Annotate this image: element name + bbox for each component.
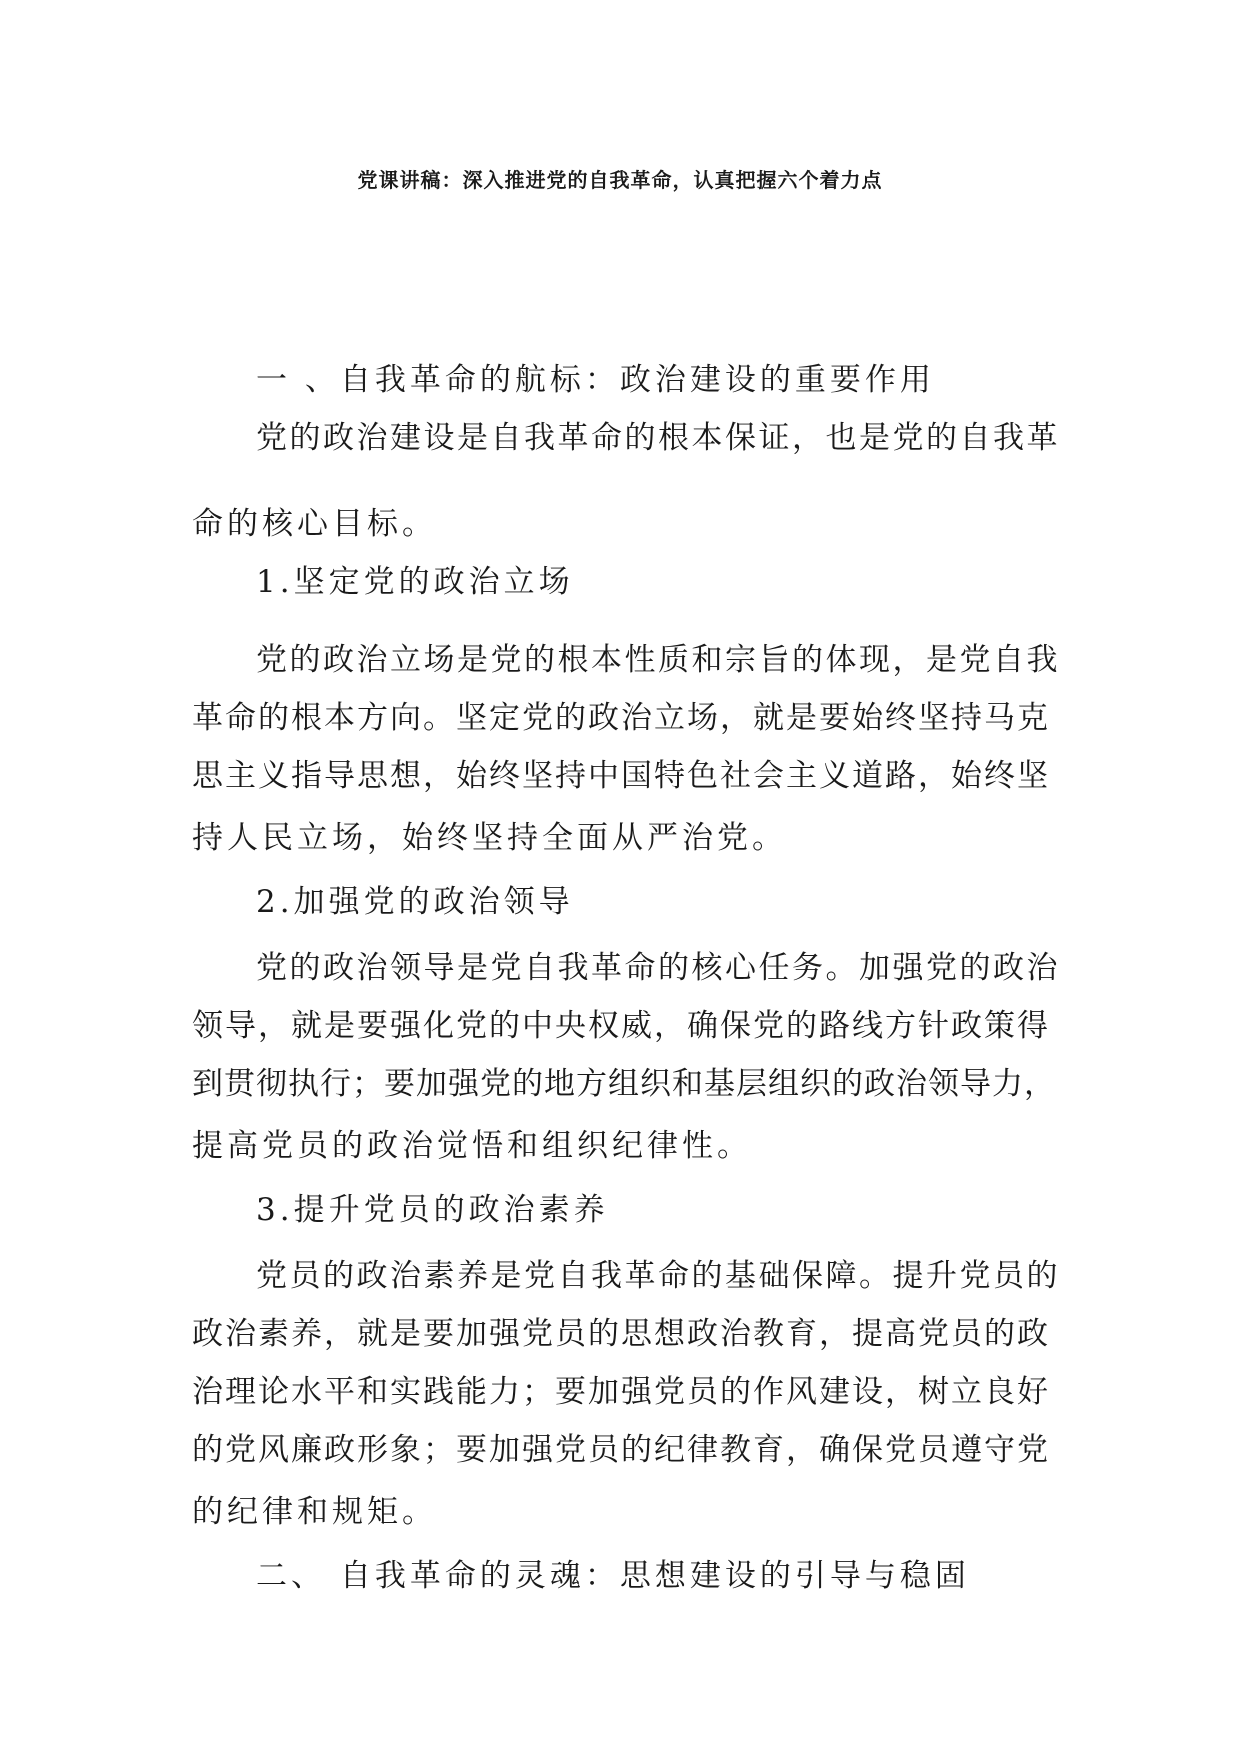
document-title: 党课讲稿：深入推进党的自我革命，认真把握六个着力点 xyxy=(357,168,883,192)
paragraph-line: 党的政治建设是自我革命的根本保证，也是党的自我革 xyxy=(256,420,1060,456)
section-heading-1: 一 、自我革命的航标：政治建设的重要作用 xyxy=(256,362,935,398)
paragraph-line: 的纪律和规矩。 xyxy=(192,1494,437,1530)
paragraph-line: 命的核心目标。 xyxy=(192,506,437,542)
paragraph-line: 党的政治领导是党自我革命的核心任务。加强党的政治 xyxy=(256,950,1060,986)
paragraph-line: 领导，就是要强化党的中央权威，确保党的路线方针政策得 xyxy=(192,1008,1050,1044)
paragraph-line: 到贯彻执行；要加强党的地方组织和基层组织的政治领导力， xyxy=(192,1066,1056,1102)
paragraph-line: 党员的政治素养是党自我革命的基础保障。提升党员的 xyxy=(256,1258,1060,1294)
subheading-2: 2.加强党的政治领导 xyxy=(256,884,574,920)
paragraph-line: 持人民立场，始终坚持全面从严治党。 xyxy=(192,820,787,856)
paragraph-line: 政治素养，就是要加强党员的思想政治教育，提高党员的政 xyxy=(192,1316,1050,1352)
subheading-3: 3.提升党员的政治素养 xyxy=(256,1192,609,1228)
paragraph-line: 的党风廉政形象；要加强党员的纪律教育，确保党员遵守党 xyxy=(192,1432,1050,1468)
paragraph-line: 党的政治立场是党的根本性质和宗旨的体现，是党自我 xyxy=(256,642,1060,678)
paragraph-line: 治理论水平和实践能力；要加强党员的作风建设，树立良好 xyxy=(192,1374,1050,1410)
section-heading-2: 二、 自我革命的灵魂：思想建设的引导与稳固 xyxy=(256,1558,970,1594)
paragraph-line: 革命的根本方向。坚定党的政治立场，就是要始终坚持马克 xyxy=(192,700,1050,736)
paragraph-line: 提高党员的政治觉悟和组织纪律性。 xyxy=(192,1128,752,1164)
paragraph-line: 思主义指导思想，始终坚持中国特色社会主义道路，始终坚 xyxy=(192,758,1050,794)
subheading-1: 1.坚定党的政治立场 xyxy=(256,564,574,600)
